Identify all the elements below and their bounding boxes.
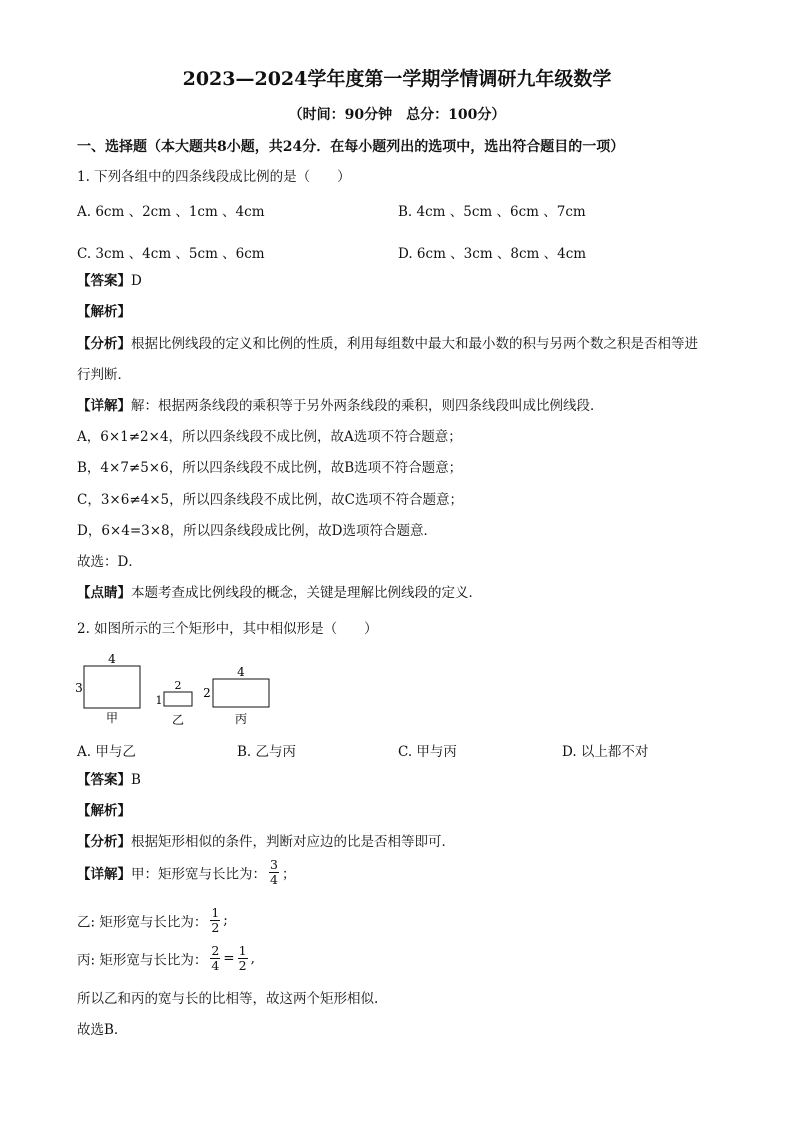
detail-text: 解：根据两条线段的乘积等于另外两条线段的乘积，则四条线段叫成比例线段．: [131, 398, 604, 414]
fenxi-text: 根据矩形相似的条件，判断对应边的比是否相等即可．: [131, 834, 455, 850]
q1-step-d: D，6×4=3×8，所以四条线段成比例，故D选项符合题意．: [77, 523, 437, 539]
bing-text: 丙: 矩形宽与长比为：: [77, 952, 208, 969]
exam-info: （时间：90分钟 总分：100分）: [288, 107, 506, 123]
answer-tag: 【答案】: [77, 273, 131, 289]
fenxi-tag: 【分析】: [77, 834, 131, 850]
rectangles-figure: [72, 652, 292, 732]
q2-answer: [77, 771, 141, 789]
rect-yi-side-label: 1: [155, 694, 163, 707]
fenxi-text: 根据比例线段的定义和比例的性质，利用每组数中最大和最小数的积与另两个数之积是否相等进: [131, 336, 698, 352]
q2-fenxi: [77, 833, 455, 851]
q2-stem: 2. 如图所示的三个矩形中，其中相似形是（ ）: [77, 621, 378, 637]
rect-yi-top-label: 2: [174, 679, 182, 692]
detail-tag: 【详解】: [77, 398, 131, 414]
q1-step-a: A，6×1≠2×4，所以四条线段不成比例，故A选项不符合题意；: [77, 429, 462, 445]
q1-comment: [77, 584, 482, 602]
analysis-tag: 【解析】: [77, 803, 131, 819]
answer-value: B: [131, 772, 141, 788]
rect-bing-side-label: 2: [203, 686, 211, 700]
fraction-denominator: 4: [211, 958, 220, 973]
yi-suffix: ;: [223, 912, 228, 929]
q1-option-d: D. 6cm 、3cm 、8cm 、4cm: [398, 246, 587, 262]
rect-jia: [84, 666, 140, 708]
rect-yi-name: 乙: [171, 713, 185, 727]
q1-step-b: B，4×7≠5×6，所以四条线段不成比例，故B选项不符合题意；: [77, 460, 463, 476]
detail-tag: 【详解】: [77, 866, 131, 883]
comment-tag: 【点睛】: [77, 585, 131, 601]
jia-suffix: ；: [281, 866, 296, 883]
fraction-denominator: 4: [270, 872, 278, 887]
q2-option-c: C. 甲与丙: [398, 744, 457, 760]
answer-tag: 【答案】: [77, 772, 131, 788]
rect-jia-name: 甲: [105, 711, 119, 725]
q2-option-b: B. 乙与丙: [237, 744, 297, 760]
equals-sign: =: [223, 950, 235, 967]
fenxi-tag: 【分析】: [77, 336, 131, 352]
fraction-numerator: 3: [270, 857, 278, 872]
q1-answer: [77, 272, 142, 290]
fraction-numerator: 2: [211, 943, 220, 958]
q1-detail: [77, 397, 604, 415]
fraction-numerator: 1: [238, 943, 247, 958]
q1-fenxi: [77, 335, 698, 353]
bing-fraction-2: [238, 944, 248, 973]
q2-option-a: A. 甲与乙: [77, 744, 136, 760]
q2-choice: 故选B.: [77, 1022, 119, 1038]
q1-option-a: A. 6cm 、2cm 、1cm 、4cm: [77, 204, 265, 220]
answer-value: D: [131, 273, 142, 289]
jia-fraction: [269, 858, 279, 887]
q2-detail-yi: [77, 906, 228, 935]
yi-fraction: [210, 906, 220, 935]
q1-step-c: C，3×6≠4×5，所以四条线段不成比例，故C选项不符合题意；: [77, 492, 463, 508]
fraction-numerator: 1: [211, 905, 220, 920]
jia-text: 甲：矩形宽与长比为：: [131, 866, 266, 883]
q2-detail-jia: [77, 858, 295, 887]
section-heading: 一、选择题（本大题共8小题，共24分．在每小题列出的选项中，选出符合题目的一项）: [77, 139, 625, 155]
rect-jia-top-label: 4: [108, 652, 116, 666]
bing-fraction-1: [210, 944, 220, 973]
rect-bing: [213, 679, 269, 707]
rect-jia-side-label: 3: [75, 681, 83, 695]
q1-choice: 故选：D．: [77, 554, 142, 570]
analysis-tag: 【解析】: [77, 304, 131, 320]
q2-analysis-tag: [77, 802, 131, 820]
q2-conclusion: 所以乙和丙的宽与长的比相等，故这两个矩形相似.: [77, 991, 379, 1007]
q2-detail-bing: [77, 944, 255, 973]
q2-option-d: D. 以上都不对: [562, 744, 649, 760]
q1-analysis-tag: [77, 303, 131, 321]
page-title: 2023—2024学年度第一学期学情调研九年级数学: [182, 68, 612, 90]
rect-yi: [164, 692, 192, 706]
q1-fenxi-cont: 行判断．: [77, 367, 131, 383]
rect-bing-name: 丙: [234, 712, 248, 726]
fraction-denominator: 2: [238, 958, 247, 973]
yi-text: 乙: 矩形宽与长比为：: [77, 914, 208, 931]
bing-suffix: ,: [250, 950, 255, 967]
q1-stem: 1. 下列各组中的四条线段成比例的是（ ）: [77, 169, 351, 185]
comment-text: 本题考查成比例线段的概念，关键是理解比例线段的定义．: [131, 585, 482, 601]
rect-bing-top-label: 4: [237, 665, 245, 679]
fraction-denominator: 2: [211, 920, 220, 935]
q1-option-b: B. 4cm 、5cm 、6cm 、7cm: [398, 204, 586, 220]
q1-option-c: C. 3cm 、4cm 、5cm 、6cm: [77, 246, 265, 262]
